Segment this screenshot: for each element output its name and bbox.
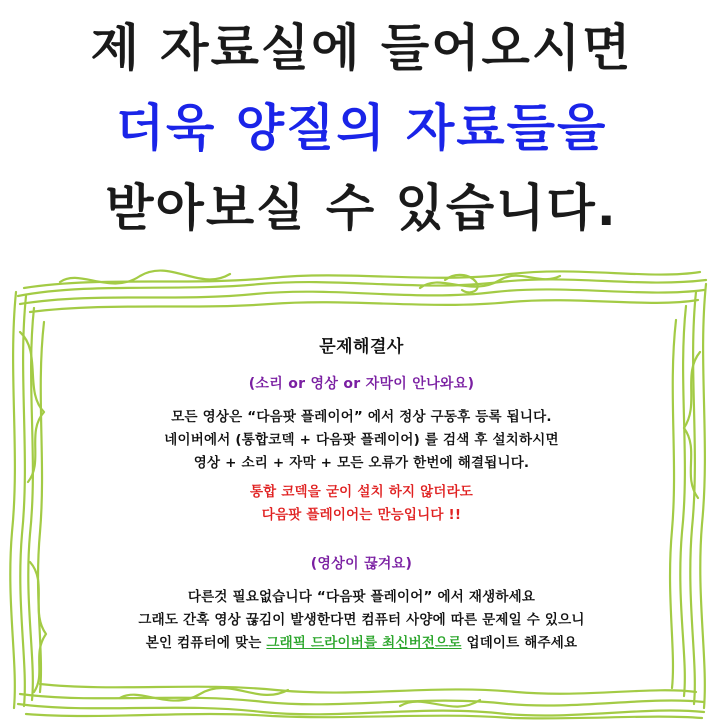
section2-final-line <box>60 632 663 655</box>
section2-line-1: 다른것 필요없습니다 “다음팟 플레이어” 에서 재생하세요 <box>187 589 536 605</box>
section2-question: (영상이 끊겨요) <box>310 556 413 572</box>
section2-line-2: 그래도 간혹 영상 끊김이 발생한다면 컴퓨터 사양에 따른 문제일 수 있으니 <box>138 612 585 628</box>
section1-question: (소리 or 영상 or 자막이 안나와요) <box>248 376 475 392</box>
final-line-highlight: 그래픽 드라이버를 최신버전으로 <box>266 635 462 651</box>
headline-line-1: 제 자료실에 들어오시면 <box>90 19 633 77</box>
section1-warning-1: 통합 코덱을 굳이 설치 하지 않더라도 <box>249 484 474 500</box>
section1-line-1: 모든 영상은 “다음팟 플레이어” 에서 정상 구동후 등록 됩니다. <box>171 409 552 425</box>
section1-line-2: 네이버에서 (통합코덱 + 다음팟 플레이어) 를 검색 후 설치하시면 <box>164 432 559 448</box>
headline-line-2: 더욱 양질의 자료들을 <box>115 99 608 157</box>
scribble-frame-panel <box>0 262 723 720</box>
final-line-part2: 업데이트 해주세요 <box>461 635 578 651</box>
spacer-2 <box>60 527 663 553</box>
headline-line-3: 받아보실 수 있습니다. <box>105 179 618 237</box>
section1-warning-2: 다음팟 플레이어는 만능입니다 !! <box>261 507 462 523</box>
panel-title: 문제해결사 <box>319 337 404 357</box>
panel-content <box>60 332 663 655</box>
section1-line-3: 영상 + 소리 + 자막 + 모든 오류가 한번에 해결됩니다. <box>193 455 530 471</box>
headline-block <box>0 8 723 248</box>
final-line-part1: 본인 컴퓨터에 맞는 <box>145 635 267 651</box>
